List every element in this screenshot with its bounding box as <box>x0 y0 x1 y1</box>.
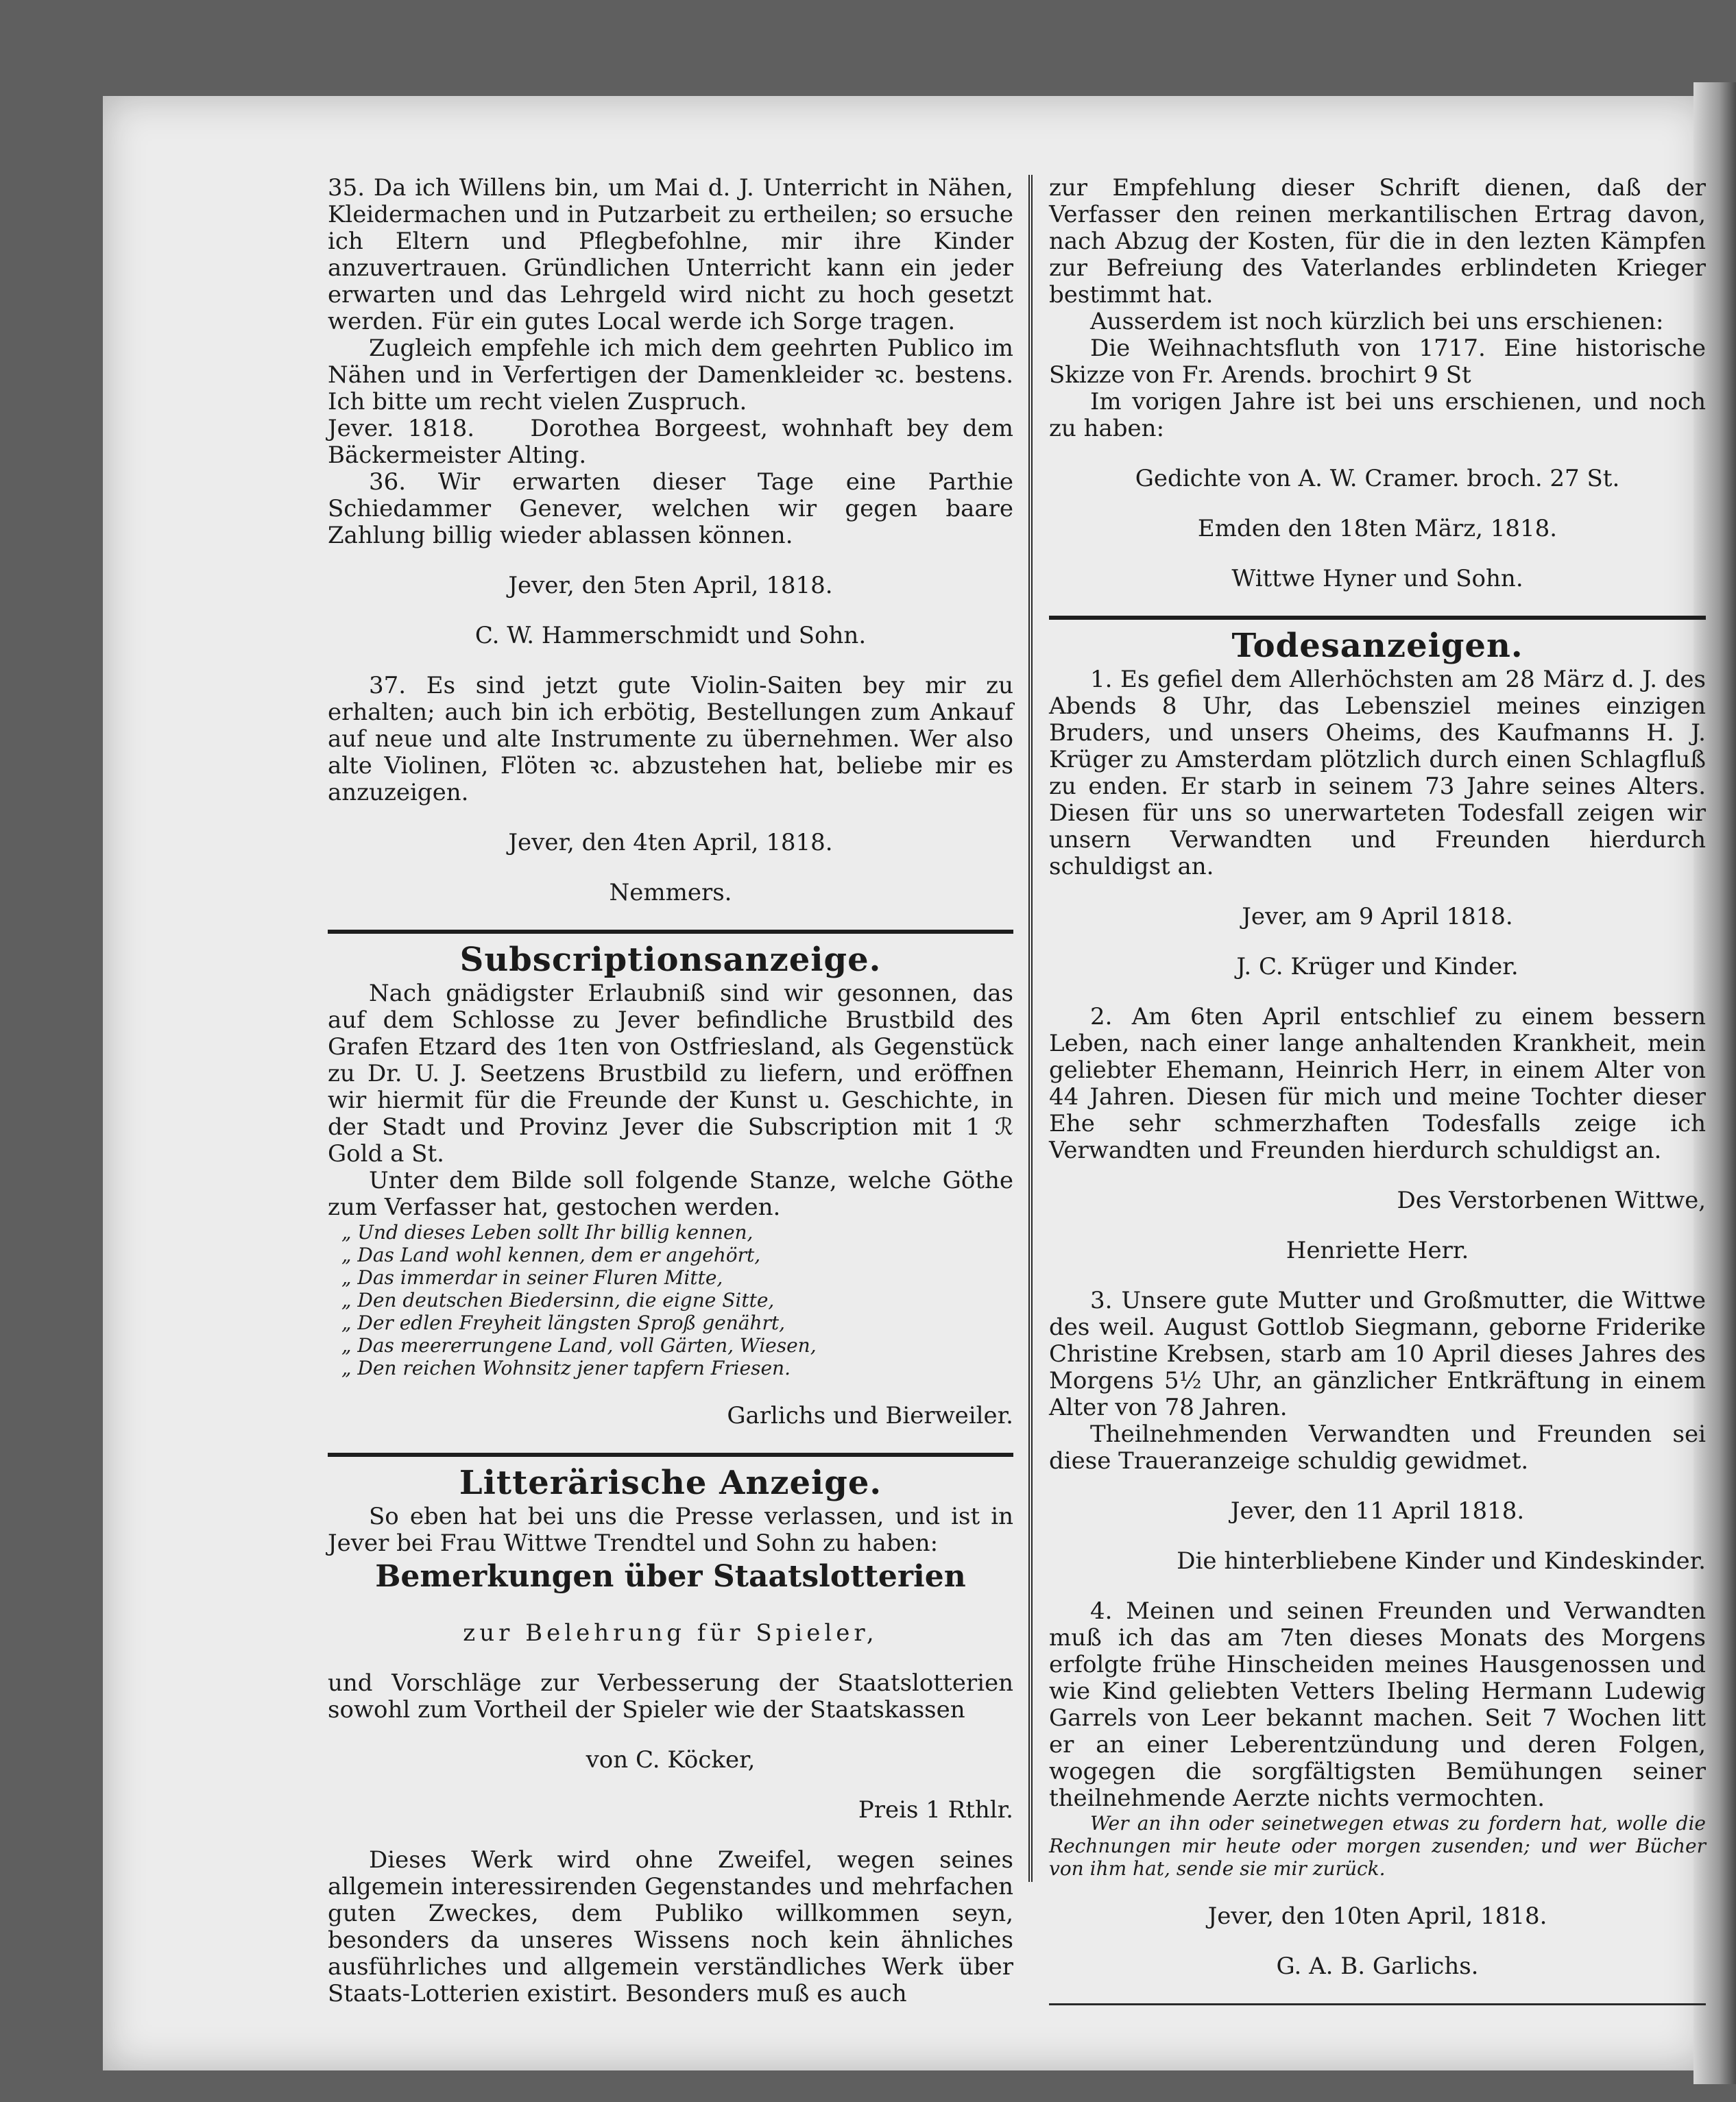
book-subtitle-2: und Vorschläge zur Verbesserung der Staatslotterien sowohl zum Vortheil der Spieler wie der Staatskassen <box>328 1669 1013 1724</box>
death-1-date: Jever, am 9 April 1818. <box>1242 903 1513 930</box>
death-3-text: 3. Unsere gute Mutter und Großmutter, die Wittwe des weil. August Gottlob Siegmann, geborne Friderike Christine Krebsen, starb am 10 April dieses Jahres des Morgens 5½ Uhr, an gänzlicher Entkräftung in einem Alter von 78 Jahren. <box>1049 1287 1706 1421</box>
ad-36-signer: C. W. Hammerschmidt und Sohn. <box>474 622 867 649</box>
ad-35-text: 35. Da ich Willens bin, um Mai d. J. Unterricht in Nähen, Kleidermachen und in Putzarbeit zu ertheilen; so ersuche ich Eltern und Pflegbefohlne, mir ihre Kinder anzuvertrauen. Gründlichen Unterricht kann ein jeder erwarten und das Lehrgeld wird nicht zu hoch gesetzt werden. Für ein gutes Local werde ich Sorge tragen. <box>328 174 1013 335</box>
death-4-note: Wer an ihn oder seinetwegen etwas zu fordern hat, wolle die Rechnungen mir heute oder morgen zusenden; und wer Bücher von ihm hat, sende sie mir zurück. <box>1049 1812 1706 1880</box>
ad-37-date: Jever, den 4ten April, 1818. <box>508 829 833 856</box>
publisher-signer: Wittwe Hyner und Sohn. <box>1231 565 1523 592</box>
continuation-text: zur Empfehlung dieser Schrift dienen, daß der Verfasser den reinen merkantilischen Ertrag davon, nach Abzug der Kosten, für die in den lezten Kämpfen zur Befreiung des Vaterlandes erblindeten Krieger bestimmt hat. <box>1049 174 1706 309</box>
literary-text: So eben hat bei uns die Presse verlassen, und ist in Jever bei Frau Wittwe Trendtel und Sohn zu haben: <box>328 1503 1013 1557</box>
ad-37-signer: Nemmers. <box>609 879 732 906</box>
death-3-date: Jever, den 11 April 1818. <box>1230 1497 1525 1525</box>
section-rule <box>1049 616 1706 620</box>
verse-line: „ Und dieses Leben sollt Ihr billig kennen, <box>341 1221 754 1244</box>
death-3-signer: Die hinterbliebene Kinder und Kindeskinder. <box>1177 1547 1706 1575</box>
book-price: Preis 1 Rthlr. <box>858 1796 1013 1824</box>
death-4-text: 4. Meinen und seinen Freunden und Verwandten muß ich das am 7ten dieses Monats des Morgens erfolgte frühe Hinscheiden meines Hausgenossen und wie Kind geliebten Vetters Ibeling Hermann Ludewig Garrels von Leer bekannt machen. Seit 7 Wochen litt er an einer Leberentzündung und deren Folgen, wogegen die sorgfältigsten Bemühungen seiner theilnehmende Aerzte nichts vermochten. <box>1049 1597 1706 1812</box>
end-rule <box>1049 2003 1706 2005</box>
verse-line: „ Das Land wohl kennen, dem er angehört, <box>341 1244 761 1266</box>
subscription-heading: Subscriptionsanzeige. <box>459 941 882 979</box>
column-divider <box>1028 175 1033 1882</box>
verse-line: „ Das meererrungene Land, voll Gärten, Wiesen, <box>341 1334 817 1357</box>
book-weihnachtsfluth: Die Weihnachtsfluth von 1717. Eine historische Skizze von Fr. Arends. brochirt 9 St <box>1049 335 1706 389</box>
emden-date: Emden den 18ten März, 1818. <box>1197 515 1558 542</box>
ad-35-footer <box>328 415 1013 469</box>
last-year-text: Im vorigen Jahre ist bei uns erschienen, und noch zu haben: <box>1049 388 1706 442</box>
ad-35-text2: Zugleich empfehle ich mich dem geehrten Publico im Nähen und in Verfertigen der Damenkleider ꝛc. bestens. Ich bitte um recht vielen Zuspruch. <box>328 335 1013 415</box>
verse-line: „ Den deutschen Biedersinn, die eigne Sitte, <box>341 1289 775 1312</box>
death-1-signer: J. C. Krüger und Kinder. <box>1236 953 1519 980</box>
subscription-text: Nach gnädigster Erlaubniß sind wir gesonnen, das auf dem Schlosse zu Jever befindliche Brustbild des Grafen Etzard des 1ten von Ostfriesland, als Gegenstück zu Dr. U. J. Seetzens Brustbild zu liefern, und eröffnen wir hiermit für die Freunde der Kunst u. Geschichte, in der Stadt und Provinz Jever die Subscription mit 1 ℛ Gold a St. <box>328 980 1013 1168</box>
death-4-signer: G. A. B. Garlichs. <box>1276 1953 1479 1980</box>
section-rule <box>328 930 1013 934</box>
book-subtitle: zur Belehrung für Spieler, <box>463 1619 878 1647</box>
ad-36-date: Jever, den 5ten April, 1818. <box>508 572 833 599</box>
verse-line: „ Das immerdar in seiner Fluren Mitte, <box>341 1266 723 1289</box>
ad-37-text: 37. Es sind jetzt gute Violin-Saiten bey mir zu erhalten; auch bin ich erbötig, Bestellungen zum Ankauf auf neue und alte Instrumente zu übernehmen. Wer also alte Violinen, Flöten ꝛc. abzustehen hat, beliebe mir es anzuzeigen. <box>328 672 1013 806</box>
death-2-signer2: Henriette Herr. <box>1286 1237 1469 1264</box>
also-published: Ausserdem ist noch kürzlich bei uns erschienen: <box>1090 308 1664 335</box>
ad-36-text: 36. Wir erwarten dieser Tage eine Parthie Schiedammer Genever, welchen wir gegen baare Zahlung billig wieder ablassen können. <box>328 468 1013 549</box>
death-2-text: 2. Am 6ten April entschlief zu einem bessern Leben, nach einer lange anhaltenden Krankheit, mein geliebter Ehemann, Heinrich Herr, in einem Alter von 44 Jahren. Diesen für mich und meine Tochter dieser Ehe sehr schmerzhaften Todesfalls zeige ich Verwandten und Freunden hierdurch schuldigst an. <box>1049 1003 1706 1164</box>
section-rule <box>328 1453 1013 1457</box>
book-gedichte: Gedichte von A. W. Cramer. broch. 27 St. <box>1135 465 1620 492</box>
subscription-text2: Unter dem Bilde soll folgende Stanze, welche Göthe zum Verfasser hat, gestochen werden. <box>328 1167 1013 1221</box>
verse-line: „ Der edlen Freyheit längsten Sproß genährt, <box>341 1312 786 1334</box>
death-1-text: 1. Es gefiel dem Allerhöchsten am 28 März d. J. des Abends 8 Uhr, das Lebensziel meines einzigen Bruders, und unsers Oheims, des Kaufmanns H. J. Krüger zu Amsterdam plötzlich durch einen Schlagfluß zu enden. Er starb in seinem 73 Jahre seines Alters. Diesen für uns so unerwarteten Todesfall zeigen wir unsern Verwandten und Freunden hierdurch schuldigst an. <box>1049 666 1706 880</box>
verse-line: „ Den reichen Wohnsitz jener tapfern Friesen. <box>341 1357 791 1379</box>
death-4-date: Jever, den 10ten April, 1818. <box>1207 1902 1547 1930</box>
literary-text2: Dieses Werk wird ohne Zweifel, wegen seines allgemein interessirenden Gegenstandes und mehrfachen guten Zweckes, dem Publiko willkommen seyn, besonders da unseres Wissens noch kein ähnliches ausführliches und allgemein verständliches Werk über Staats-Lotterien existirt. Besonders muß es auch <box>328 1846 1013 2007</box>
book-author: von C. Köcker, <box>586 1746 756 1774</box>
deaths-heading: Todesanzeigen. <box>1231 627 1523 665</box>
right-column <box>1049 175 1706 2011</box>
ad-35-signer: Dorothea Borgeest, wohnhaft bey dem Bäckermeister Alting. <box>328 415 1013 469</box>
book-title: Bemerkungen über Staatslotterien <box>375 1559 966 1594</box>
death-2-signer: Des Verstorbenen Wittwe, <box>1397 1187 1706 1214</box>
death-3-text2: Theilnehmenden Verwandten und Freunden sei diese Traueranzeige schuldig gewidmet. <box>1049 1421 1706 1475</box>
left-column <box>328 175 1013 2007</box>
subscription-signer: Garlichs und Bierweiler. <box>727 1402 1013 1429</box>
ad-35-place: Jever. 1818. <box>328 415 475 442</box>
literary-heading: Litterärische Anzeige. <box>459 1464 882 1502</box>
